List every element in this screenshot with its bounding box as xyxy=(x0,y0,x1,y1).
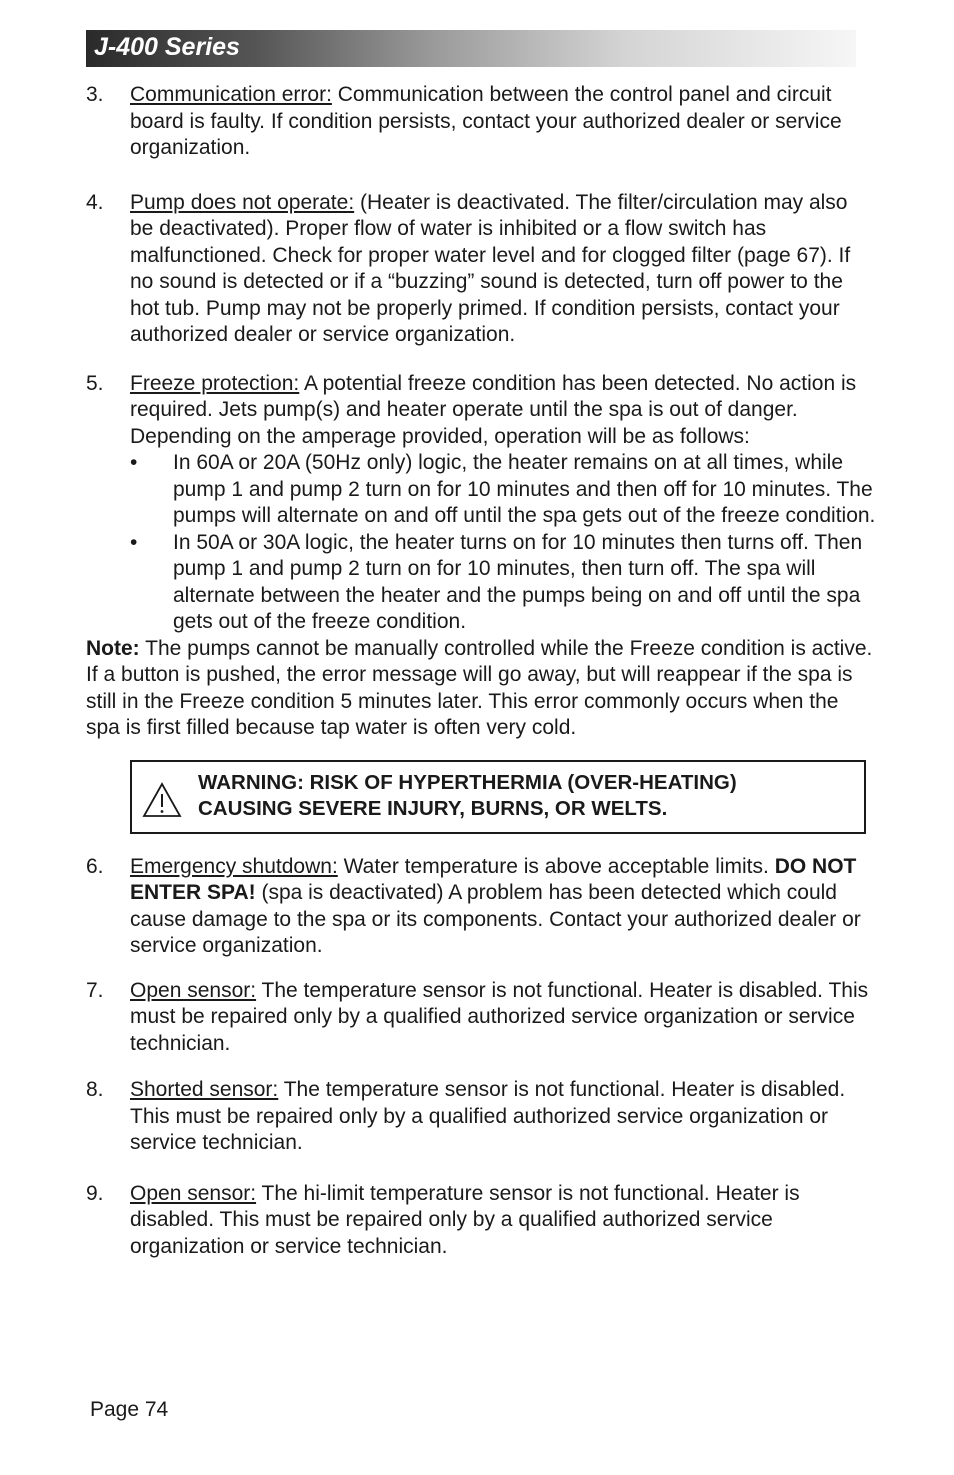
item-term: Communication error: xyxy=(130,83,332,106)
warning-box xyxy=(130,760,866,834)
item-text: The temperature sensor is not functional. Heater is disabled. This must be repaired only by a qualified authorized service organization or service technician. xyxy=(130,978,869,1055)
note-paragraph xyxy=(86,636,876,742)
item-text: Water temperature is above acceptable limits. xyxy=(337,854,775,878)
note-text: The pumps cannot be manually controlled while the Freeze condition is active. If a button is pushed, the error message will go away, but will reappear if the spa is still in the Freeze condition 5 minutes later. This error commonly occurs when the spa is first filled because tap water is often very cold. xyxy=(86,636,873,739)
bullet-mark: • xyxy=(130,530,138,554)
header-bar xyxy=(86,30,856,67)
item-number: 4. xyxy=(86,190,104,214)
bullet-item xyxy=(130,530,876,636)
list-item xyxy=(86,1181,876,1261)
item-term: Open sensor: xyxy=(130,1181,257,1205)
item-number: 9. xyxy=(86,1181,104,1205)
list-item xyxy=(86,371,876,636)
bullet-list xyxy=(130,450,876,636)
item-text: The hi-limit temperature sensor is not functional. Heater is disabled. This must be repaired only by a qualified authorized service organization or service technician. xyxy=(130,1181,800,1258)
item-term: Open sensor: xyxy=(130,978,257,1002)
bullet-text: In 60A or 20A (50Hz only) logic, the heater remains on at all times, while pump 1 and pump 2 turn on for 10 minutes and then off for 10 minutes. The pumps will alternate on and off until the spa gets out of the freeze condition. xyxy=(173,451,876,527)
do-not-enter-warning: DO NOT ENTER SPA! xyxy=(130,854,857,904)
warning-line-2: CAUSING SEVERE INJURY, BURNS, OR WELTS. xyxy=(198,796,668,820)
warning-line-1: WARNING: RISK OF HYPERTHERMIA (OVER-HEATING) xyxy=(198,770,737,794)
warning-triangle-icon xyxy=(142,782,182,818)
bullet-text: In 50A or 30A logic, the heater turns on for 10 minutes then turns off. Then pump 1 and pump 2 turn on for 10 minutes, then turn off. The spa will alternate between the heater and the pumps being on and off until the spa gets out of the freeze condition. xyxy=(173,530,863,633)
list-item xyxy=(86,190,876,349)
item-text: The temperature sensor is not functional. Heater is disabled. This must be repaired only by a qualified authorized service organization or service technician. xyxy=(130,1078,846,1154)
list-item xyxy=(86,1077,876,1157)
item-number: 6. xyxy=(86,854,104,878)
item-term: Shorted sensor: xyxy=(130,1078,279,1101)
item-text: Communication between the control panel and circuit board is faulty. If condition persists, contact your authorized dealer or service organization. xyxy=(130,83,842,159)
list-item xyxy=(86,854,876,960)
item-number: 5. xyxy=(86,371,104,395)
item-number: 8. xyxy=(86,1078,104,1101)
page-header-title: J-400 Series xyxy=(94,33,240,61)
list-item xyxy=(86,978,876,1058)
bullet-item xyxy=(130,450,876,530)
item-number: 3. xyxy=(86,83,104,106)
item-text: (Heater is deactivated. The filter/circulation may also be deactivated). Proper flow of water is inhibited or a flow switch has malfunctioned. Check for proper water level and for clogged filter (page 67). If no sound is detected or if a “buzzing” sound is detected, turn off power to the hot tub. Pump may not be properly primed. If condition persists, contact your authorized dealer or service organization. xyxy=(130,190,851,346)
page-number: Page 74 xyxy=(90,1398,169,1421)
bullet-mark: • xyxy=(130,451,138,474)
item-term: Pump does not operate: xyxy=(130,190,355,214)
item-number: 7. xyxy=(86,978,104,1002)
note-label: Note: xyxy=(86,636,140,660)
list-item xyxy=(86,82,876,162)
item-text-continued: (spa is deactivated) A problem has been detected which could cause damage to the spa or its components. Contact your authorized dealer or service organization. xyxy=(130,881,861,957)
item-term: Freeze protection: xyxy=(130,371,300,395)
item-term: Emergency shutdown: xyxy=(130,854,338,878)
manual-content xyxy=(86,82,876,1260)
item-text: A potential freeze condition has been detected. No action is required. Jets pump(s) and heater operate until the spa is out of danger. Depending on the amperage provided, operation will be as follows: xyxy=(130,371,857,448)
